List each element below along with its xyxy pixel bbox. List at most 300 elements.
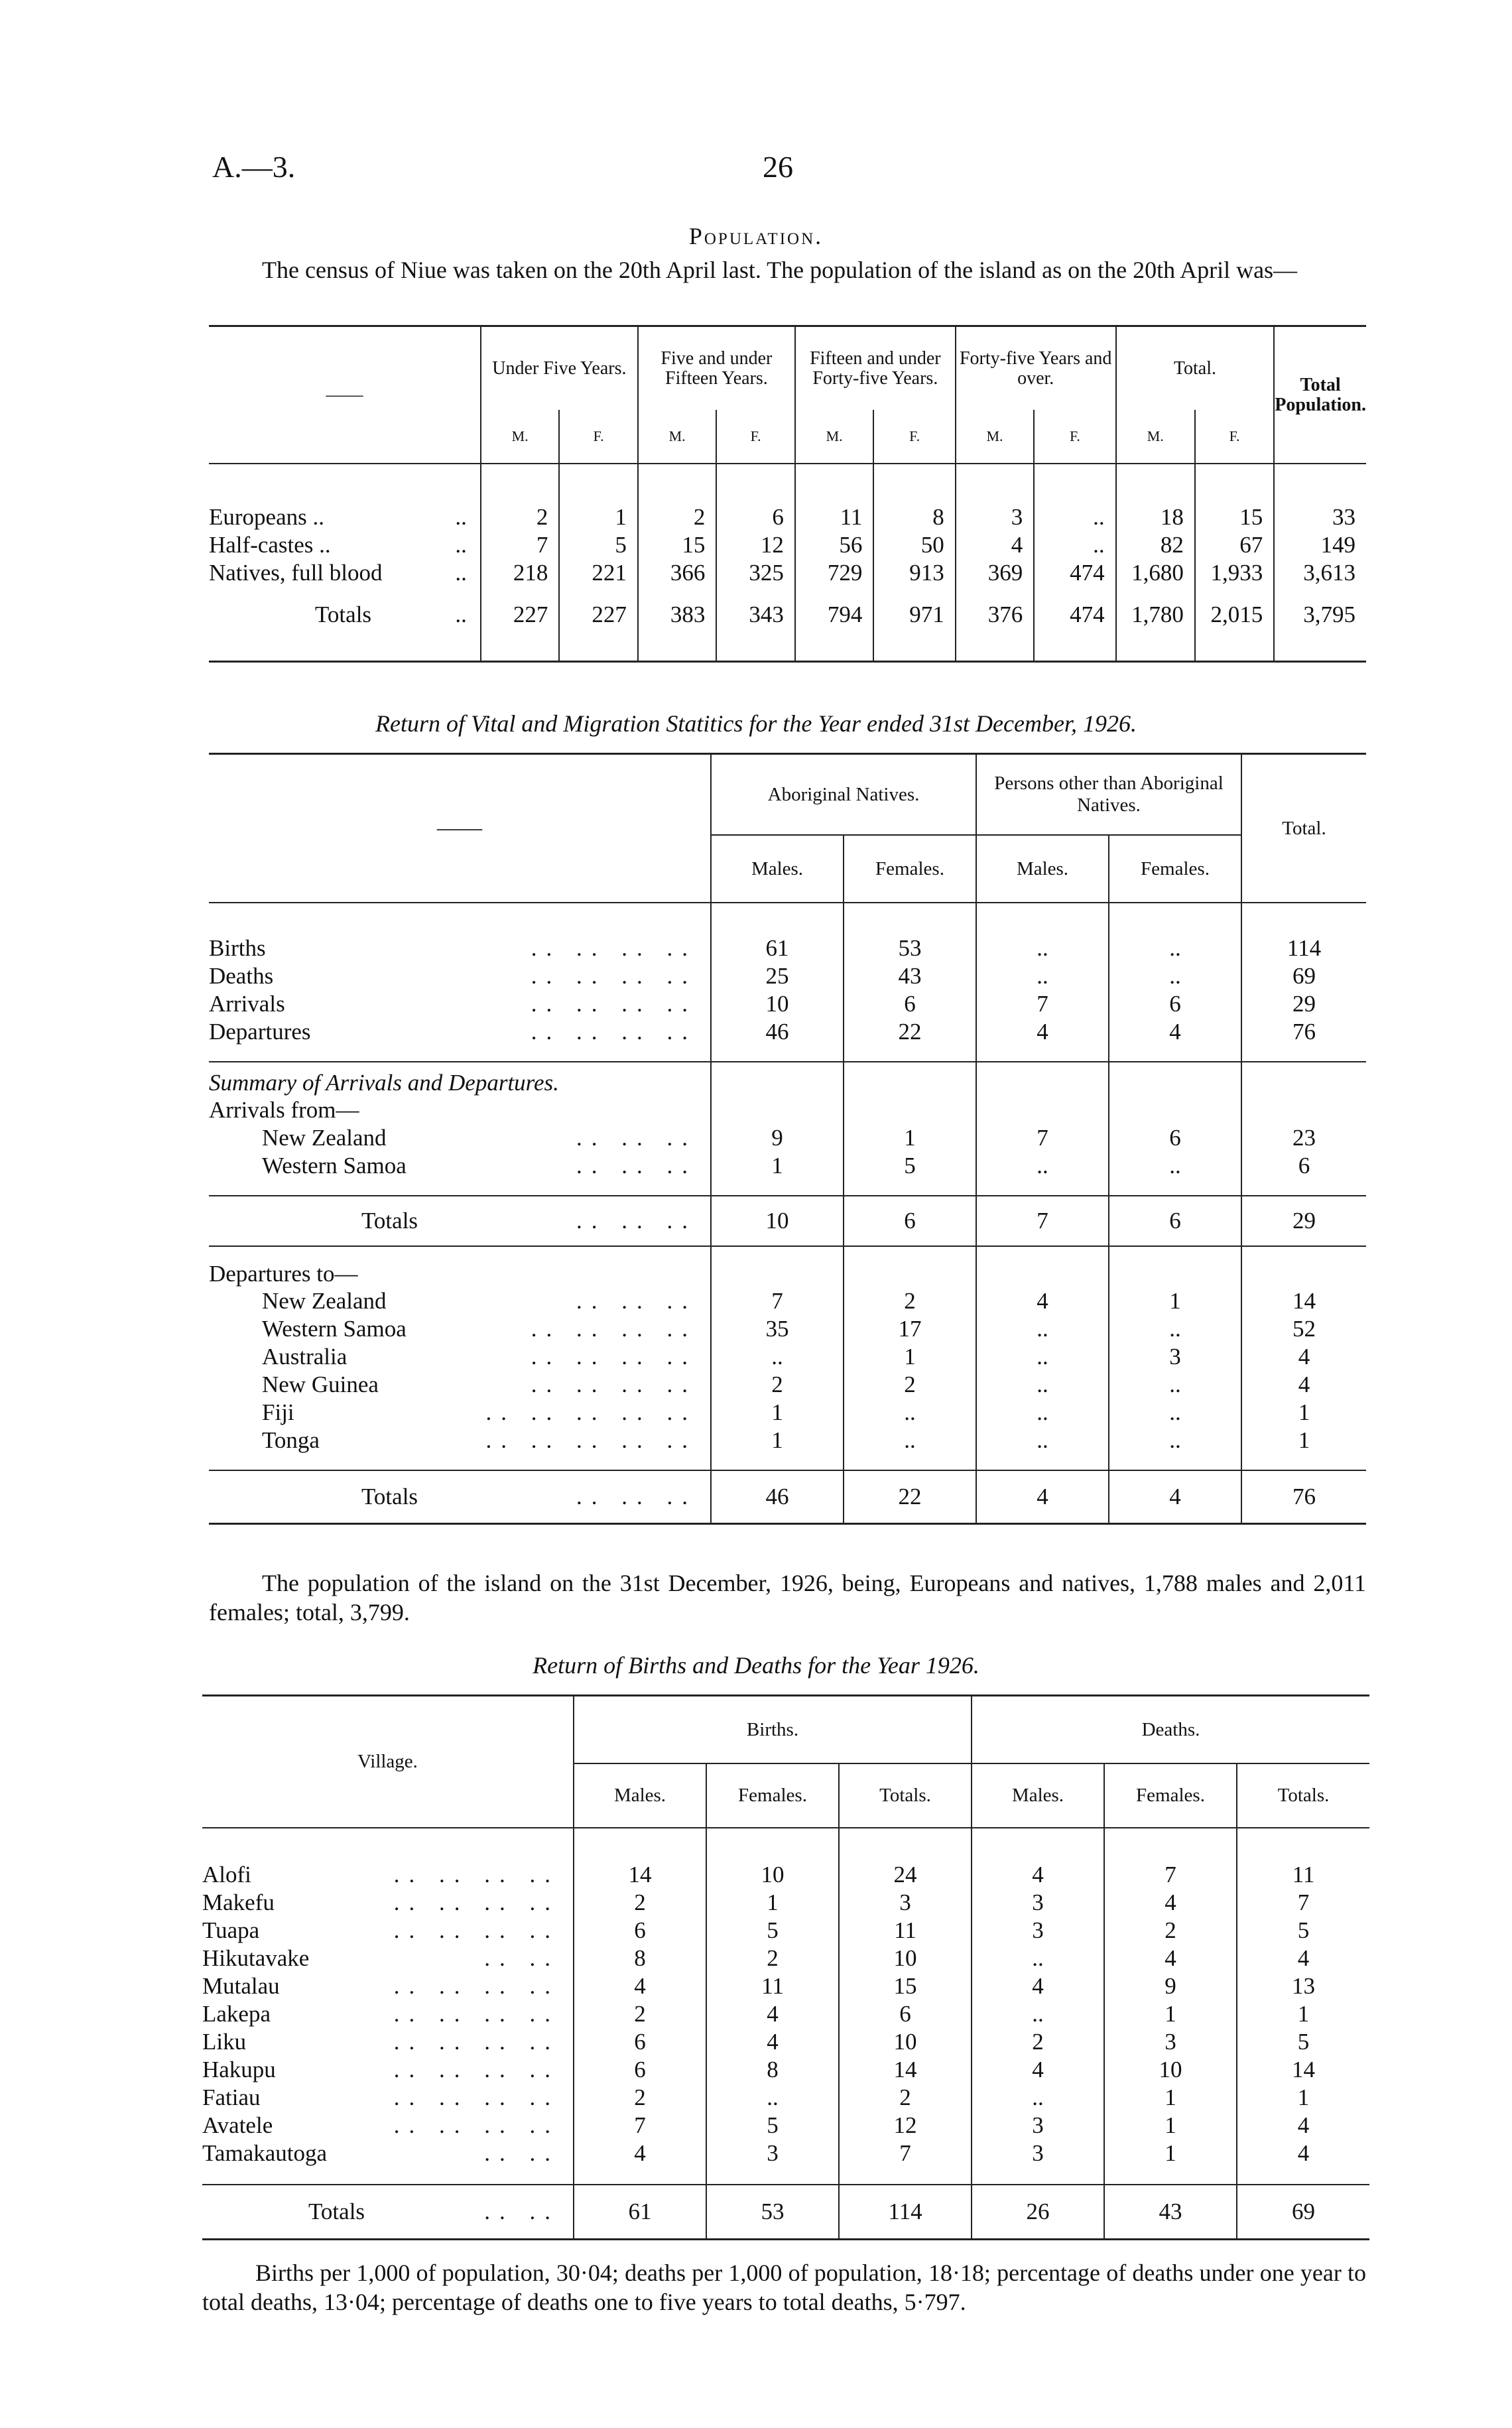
leader-dots: .. .. .. ..: [393, 2112, 560, 2138]
vital-header-aboriginal: Aboriginal Natives.: [711, 754, 976, 836]
cell: 1: [706, 1889, 839, 1917]
cell: ..: [844, 1399, 976, 1427]
cell: 5: [1237, 1917, 1369, 1945]
row-label: Fiji: [262, 1399, 294, 1425]
leader-dots: .. .. .. ..: [531, 1372, 697, 1397]
cell: 76: [1241, 1018, 1366, 1046]
row-label: New Guinea: [262, 1372, 379, 1397]
vital-row-arrivals: [209, 990, 1366, 1018]
col-females: Females.: [1109, 835, 1241, 903]
cell: 9: [1104, 1972, 1237, 2000]
leader-dots: .. .. .. ..: [531, 935, 697, 961]
cell: 7: [1104, 1861, 1237, 1889]
village-row-avatele: [202, 2112, 1369, 2140]
document-reference: A.—3.: [212, 150, 296, 184]
cell: 114: [1241, 934, 1366, 962]
village-header: Village.: [357, 1751, 418, 1772]
cell: 2: [711, 1371, 844, 1399]
cell: 4: [972, 1972, 1104, 2000]
cell: 3: [956, 503, 1035, 531]
cell: 5: [706, 1917, 839, 1945]
cell: 50: [873, 531, 955, 559]
cell: 794: [795, 602, 874, 661]
cell: 3,613: [1274, 559, 1366, 587]
cell: ..: [976, 1427, 1109, 1454]
cell: 56: [795, 531, 874, 559]
cell: 61: [574, 2185, 706, 2239]
cell: ..: [972, 2000, 1104, 2028]
cell: 7: [976, 1124, 1109, 1152]
cell: 2: [839, 2084, 972, 2112]
cell: 4: [1237, 1945, 1369, 1972]
cell: 3: [972, 1917, 1104, 1945]
cell: 15: [1195, 503, 1274, 531]
cell: 2: [972, 2028, 1104, 2056]
departure-row-new-zealand: [209, 1287, 1366, 1315]
cell: 1: [559, 503, 638, 531]
row-label: Births: [209, 935, 266, 961]
cell: 1: [1241, 1427, 1366, 1454]
cell: 6: [1109, 990, 1241, 1018]
cell: 25: [711, 962, 844, 990]
row-label: Hikutavake: [202, 1945, 310, 1971]
leader-dots: .. .. .. ..: [393, 1889, 560, 1915]
leader-dots: .. .. .. ..: [393, 2084, 560, 2110]
census-header-fortyfive-over: Forty-five Years and over.: [956, 326, 1116, 411]
cell: 5: [844, 1152, 976, 1180]
cell: 1: [1104, 2000, 1237, 2028]
census-header-fifteen-fortyfive: Fifteen and under Forty-five Years.: [795, 326, 956, 411]
leader-dots: .. .. .. ..: [531, 1344, 697, 1370]
col-males: Males.: [976, 835, 1109, 903]
leader-dots: .. .. .. ..: [393, 2057, 560, 2082]
vital-stub-header: ——: [437, 816, 482, 840]
village-row-hikutavake: [202, 1945, 1369, 1972]
row-label: Totals: [315, 602, 372, 627]
col-f: F.: [873, 410, 955, 464]
cell: 729: [795, 559, 874, 587]
leader-dots: .. .. ..: [576, 1288, 697, 1314]
leader-dots: ..: [455, 602, 467, 627]
col-females: Females.: [844, 835, 976, 903]
cell: ..: [711, 1343, 844, 1371]
col-females: Females.: [706, 1763, 839, 1828]
cell: 474: [1034, 602, 1115, 661]
departure-row-australia: [209, 1343, 1366, 1371]
cell: 11: [1237, 1861, 1369, 1889]
cell: 4: [1237, 2112, 1369, 2140]
cell: 325: [716, 559, 795, 587]
col-m: M.: [956, 410, 1035, 464]
rates-note: Births per 1,000 of population, 30·04; deaths per 1,000 of population, 18·18; percentage of deaths under one year to total deaths, 13·04; percentage of deaths one to five years to total deaths, 5·797.: [202, 2260, 1366, 2315]
cell: 2: [574, 1889, 706, 1917]
cell: 7: [976, 990, 1109, 1018]
cell: ..: [1109, 1152, 1241, 1180]
cell: ..: [1109, 962, 1241, 990]
cell: ..: [976, 1399, 1109, 1427]
cell: 3,795: [1274, 602, 1366, 661]
cell: ..: [976, 1343, 1109, 1371]
cell: 1: [844, 1124, 976, 1152]
cell: 61: [711, 934, 844, 962]
cell: 12: [839, 2112, 972, 2140]
cell: 18: [1116, 503, 1195, 531]
cell: 4: [1109, 1018, 1241, 1046]
cell: 2: [1104, 1917, 1237, 1945]
cell: 24: [839, 1861, 972, 1889]
cell: 10: [711, 990, 844, 1018]
cell: 3: [972, 2140, 1104, 2167]
col-m: M.: [1116, 410, 1195, 464]
cell: 1: [711, 1399, 844, 1427]
cell: 3: [972, 1889, 1104, 1917]
leader-dots: .. ..: [484, 1945, 560, 1971]
cell: 10: [711, 1196, 844, 1246]
cell: 383: [638, 602, 717, 661]
cell: 4: [1237, 2140, 1369, 2167]
cell: 114: [839, 2185, 972, 2239]
col-males: Males.: [972, 1763, 1104, 1828]
departure-row-fiji: [209, 1399, 1366, 1427]
cell: 4: [706, 2000, 839, 2028]
cell: 4: [574, 2140, 706, 2167]
row-label: Tonga: [262, 1427, 320, 1453]
arrival-totals-row: [209, 1196, 1366, 1246]
cell: 4: [972, 1861, 1104, 1889]
cell: 1: [1237, 2084, 1369, 2112]
cell: 29: [1241, 1196, 1366, 1246]
village-row-tuapa: [202, 1917, 1369, 1945]
cell: 26: [972, 2185, 1104, 2239]
cell: 7: [711, 1287, 844, 1315]
departure-row-tonga: [209, 1427, 1366, 1454]
row-label: Alofi: [202, 1862, 251, 1887]
row-label: Makefu: [202, 1889, 275, 1915]
cell: 4: [574, 1972, 706, 2000]
cell: 14: [1241, 1287, 1366, 1315]
cell: ..: [1034, 531, 1115, 559]
census-row-natives: [209, 559, 1366, 587]
vital-header-total: Total.: [1241, 754, 1366, 903]
vital-row-departures: [209, 1018, 1366, 1046]
row-label: Australia: [262, 1344, 347, 1370]
cell: 3: [972, 2112, 1104, 2140]
cell: 23: [1241, 1124, 1366, 1152]
cell: 14: [1237, 2056, 1369, 2084]
cell: ..: [972, 1945, 1104, 1972]
row-label: New Zealand: [262, 1125, 387, 1151]
cell: 4: [1109, 1470, 1241, 1523]
cell: 1: [711, 1152, 844, 1180]
row-label: Half-castes ..: [209, 532, 331, 558]
cell: 29: [1241, 990, 1366, 1018]
cell: 3: [1104, 2028, 1237, 2056]
cell: 1,680: [1116, 559, 1195, 587]
village-row-makefu: [202, 1889, 1369, 1917]
cell: 3: [1109, 1343, 1241, 1371]
cell: 3: [839, 1889, 972, 1917]
cell: 1,933: [1195, 559, 1274, 587]
census-table: [209, 325, 1366, 663]
cell: 1: [1237, 2000, 1369, 2028]
census-header-under-five: Under Five Years.: [481, 326, 638, 411]
vital-row-deaths: [209, 962, 1366, 990]
cell: 4: [956, 531, 1035, 559]
leader-dots: .. .. .. .. ..: [485, 1427, 697, 1453]
cell: 1: [1104, 2140, 1237, 2167]
col-females: Females.: [1104, 1763, 1237, 1828]
cell: 52: [1241, 1315, 1366, 1343]
vital-migration-table: [209, 753, 1366, 1525]
cell: 13: [1237, 1972, 1369, 2000]
cell: 7: [839, 2140, 972, 2167]
cell: 2: [638, 503, 717, 531]
cell: 221: [559, 559, 638, 587]
cell: 2: [574, 2084, 706, 2112]
leader-dots: .. .. .. ..: [393, 1973, 560, 1999]
census-row-europeans: [209, 503, 1366, 531]
cell: 4: [976, 1018, 1109, 1046]
cell: 43: [844, 962, 976, 990]
row-label: Fatiau: [202, 2084, 261, 2110]
cell: 4: [1104, 1889, 1237, 1917]
cell: 5: [706, 2112, 839, 2140]
cell: 1: [1241, 1399, 1366, 1427]
cell: ..: [1109, 1427, 1241, 1454]
cell: 4: [976, 1470, 1109, 1523]
cell: 67: [1195, 531, 1274, 559]
vital-caption: Return of Vital and Migration Statitics for the Year ended 31st December, 1926.: [375, 710, 1137, 737]
col-totals: Totals.: [1237, 1763, 1369, 1828]
cell: 10: [839, 1945, 972, 1972]
cell: 7: [1237, 1889, 1369, 1917]
cell: ..: [706, 2084, 839, 2112]
row-label: Totals: [308, 2198, 365, 2224]
cell: ..: [1109, 934, 1241, 962]
row-label: Totals: [361, 1483, 418, 1509]
cell: 53: [844, 934, 976, 962]
cell: 7: [481, 531, 560, 559]
cell: 14: [839, 2056, 972, 2084]
leader-dots: .. .. .. ..: [393, 1862, 560, 1887]
cell: 6: [574, 2028, 706, 2056]
cell: ..: [972, 2084, 1104, 2112]
section-title: Population.: [688, 223, 824, 249]
village-row-fatiau: [202, 2084, 1369, 2112]
cell: 1: [1104, 2112, 1237, 2140]
cell: 2: [481, 503, 560, 531]
col-males: Males.: [711, 835, 844, 903]
leader-dots: .. .. .. ..: [531, 1019, 697, 1045]
cell: 46: [711, 1018, 844, 1046]
vital-row-births: [209, 934, 1366, 962]
cell: 10: [706, 1861, 839, 1889]
cell: 6: [1241, 1152, 1366, 1180]
cell: 4: [706, 2028, 839, 2056]
cell: 14: [574, 1861, 706, 1889]
cell: ..: [1109, 1315, 1241, 1343]
cell: 227: [559, 602, 638, 661]
cell: 6: [1109, 1124, 1241, 1152]
cell: 46: [711, 1470, 844, 1523]
cell: 8: [873, 503, 955, 531]
row-label: Deaths: [209, 963, 274, 989]
leader-dots: .. .. ..: [576, 1208, 697, 1234]
cell: 69: [1241, 962, 1366, 990]
cell: 369: [956, 559, 1035, 587]
cell: 17: [844, 1315, 976, 1343]
cell: 4: [1104, 1945, 1237, 1972]
cell: ..: [1109, 1399, 1241, 1427]
leader-dots: .. .. .. ..: [393, 2001, 560, 2027]
census-stub-header: ——: [326, 384, 363, 405]
col-totals: Totals.: [839, 1763, 972, 1828]
leader-dots: .. .. .. ..: [531, 963, 697, 989]
cell: 6: [716, 503, 795, 531]
arrival-row-western-samoa: [209, 1152, 1366, 1180]
census-intro: The census of Niue was taken on the 20th April last. The population of the island as on the 20th April was—: [262, 257, 1298, 283]
cell: 1: [711, 1427, 844, 1454]
cell: 10: [1104, 2056, 1237, 2084]
cell: 3: [706, 2140, 839, 2167]
row-label: Hakupu: [202, 2057, 276, 2082]
village-row-liku: [202, 2028, 1369, 2056]
census-header-total-population: Total Population.: [1274, 326, 1366, 464]
page-number: 26: [763, 150, 793, 184]
row-label: Arrivals: [209, 991, 285, 1017]
row-label: Totals: [361, 1208, 418, 1234]
cell: ..: [976, 1315, 1109, 1343]
cell: 43: [1104, 2185, 1237, 2239]
leader-dots: .. ..: [484, 2198, 560, 2224]
col-m: M.: [795, 410, 874, 464]
cell: ..: [976, 962, 1109, 990]
births-header: Births.: [574, 1696, 972, 1764]
departure-row-western-samoa: [209, 1315, 1366, 1343]
cell: 1: [1109, 1287, 1241, 1315]
row-label: Europeans ..: [209, 504, 324, 530]
cell: 1: [1104, 2084, 1237, 2112]
cell: ..: [976, 1371, 1109, 1399]
col-f: F.: [1195, 410, 1274, 464]
cell: ..: [1109, 1371, 1241, 1399]
leader-dots: .. .. .. ..: [393, 1917, 560, 1943]
deaths-header: Deaths.: [972, 1696, 1369, 1764]
cell: 2: [844, 1371, 976, 1399]
village-row-hakupu: [202, 2056, 1369, 2084]
cell: 1: [844, 1343, 976, 1371]
cell: 343: [716, 602, 795, 661]
row-label: Lakepa: [202, 2001, 271, 2027]
cell: 22: [844, 1470, 976, 1523]
col-males: Males.: [574, 1763, 706, 1828]
row-label: Western Samoa: [262, 1153, 407, 1179]
population-note: The population of the island on the 31st December, 1926, being, Europeans and natives, 1,788 males and 2,011 females; total, 3,799.: [209, 1570, 1366, 1626]
cell: 6: [844, 1196, 976, 1246]
row-label: Natives, full blood: [209, 560, 383, 586]
cell: 5: [559, 531, 638, 559]
village-row-mutalau: [202, 1972, 1369, 2000]
col-f: F.: [559, 410, 638, 464]
cell: ..: [976, 934, 1109, 962]
cell: 2: [844, 1287, 976, 1315]
village-row-lakepa: [202, 2000, 1369, 2028]
cell: ..: [1034, 503, 1115, 531]
row-label: Liku: [202, 2029, 247, 2055]
cell: 22: [844, 1018, 976, 1046]
leader-dots: .. .. .. ..: [531, 1316, 697, 1342]
cell: 366: [638, 559, 717, 587]
cell: 15: [839, 1972, 972, 2000]
cell: 2: [574, 2000, 706, 2028]
leader-dots: .. ..: [484, 2140, 560, 2166]
leader-dots: .. .. ..: [576, 1483, 697, 1509]
cell: 2: [706, 1945, 839, 1972]
cell: 4: [972, 2056, 1104, 2084]
births-deaths-caption: Return of Births and Deaths for the Year 1926.: [533, 1652, 979, 1679]
cell: 6: [839, 2000, 972, 2028]
cell: 10: [839, 2028, 972, 2056]
cell: 2,015: [1195, 602, 1274, 661]
cell: 12: [716, 531, 795, 559]
cell: 8: [706, 2056, 839, 2084]
cell: 4: [976, 1287, 1109, 1315]
col-m: M.: [638, 410, 717, 464]
village-row-tamakautoga: [202, 2140, 1369, 2167]
leader-dots: ..: [455, 532, 467, 558]
cell: 218: [481, 559, 560, 587]
cell: 4: [1241, 1371, 1366, 1399]
arrivals-heading: Arrivals from—: [209, 1097, 359, 1123]
leader-dots: .. .. .. .. ..: [485, 1399, 697, 1425]
leader-dots: .. .. ..: [576, 1153, 697, 1179]
col-m: M.: [481, 410, 560, 464]
vital-header-other: Persons other than Aboriginal Natives.: [976, 754, 1241, 836]
leader-dots: .. .. .. ..: [531, 991, 697, 1017]
cell: 149: [1274, 531, 1366, 559]
cell: 6: [844, 990, 976, 1018]
cell: 6: [1109, 1196, 1241, 1246]
cell: 474: [1034, 559, 1115, 587]
village-row-alofi: [202, 1861, 1369, 1889]
summary-subtitle: Summary of Arrivals and Departures.: [209, 1070, 559, 1096]
cell: 82: [1116, 531, 1195, 559]
departure-row-new-guinea: [209, 1371, 1366, 1399]
cell: 35: [711, 1315, 844, 1343]
arrival-row-new-zealand: [209, 1124, 1366, 1152]
row-label: Avatele: [202, 2112, 273, 2138]
cell: 7: [574, 2112, 706, 2140]
cell: 11: [706, 1972, 839, 2000]
cell: 4: [1241, 1343, 1366, 1371]
cell: 971: [873, 602, 955, 661]
census-header-total: Total.: [1116, 326, 1275, 411]
cell: 376: [956, 602, 1035, 661]
row-label: Departures: [209, 1019, 311, 1045]
leader-dots: ..: [455, 560, 467, 586]
cell: 5: [1237, 2028, 1369, 2056]
cell: 8: [574, 1945, 706, 1972]
cell: 227: [481, 602, 560, 661]
departure-totals-row: [209, 1470, 1366, 1523]
cell: 6: [574, 1917, 706, 1945]
cell: 6: [574, 2056, 706, 2084]
cell: 11: [839, 1917, 972, 1945]
cell: 53: [706, 2185, 839, 2239]
births-deaths-table: [202, 1694, 1369, 2240]
col-f: F.: [716, 410, 795, 464]
leader-dots: ..: [455, 504, 467, 530]
